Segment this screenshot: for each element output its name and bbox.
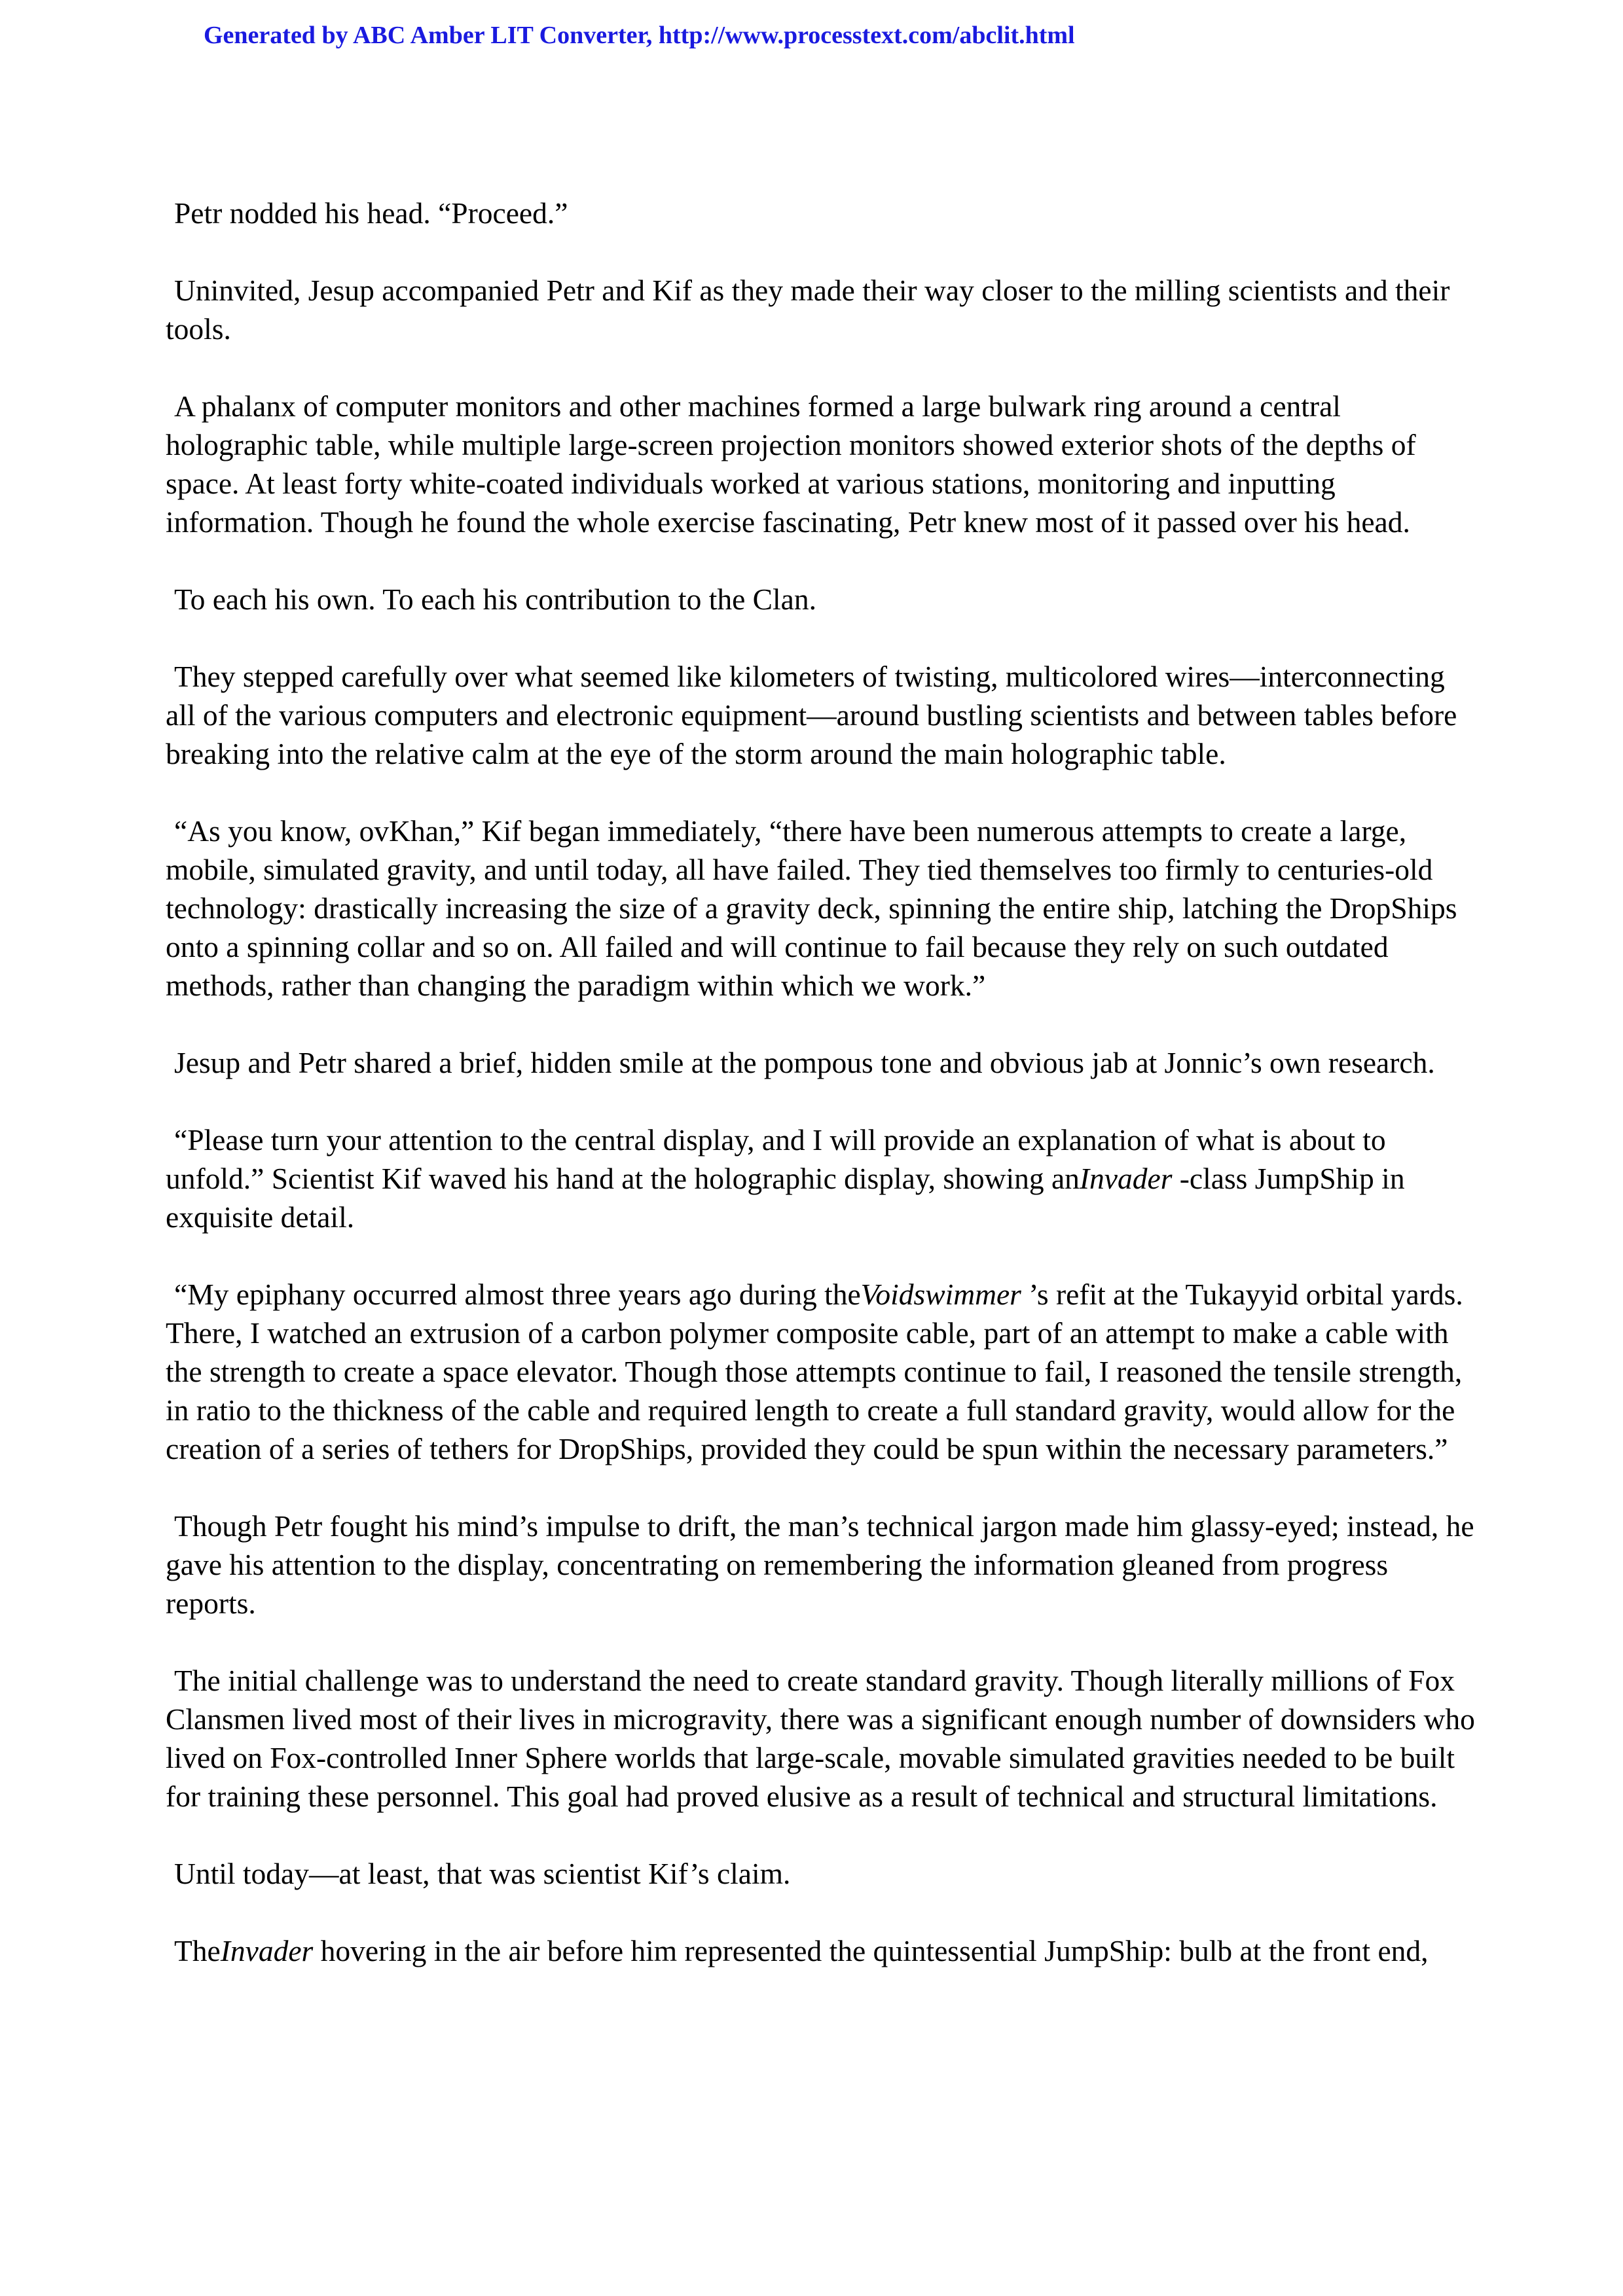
paragraph-text: hovering in the air before him represented the quintessential JumpShip: bulb at the front end, — [313, 1934, 1429, 1967]
converter-header-link[interactable]: Generated by ABC Amber LIT Converter, http://www.processtext.com/abclit.html — [204, 22, 1075, 49]
paragraph: Petr nodded his head. “Proceed.” — [174, 196, 568, 230]
paragraph: The initial challenge was to understand the need to create standard gravity. Though literally millions of Fox Clansmen lived most of their lives in microgravity, there was a significant enough number of downsiders who lived on Fox-controlled Inner Sphere worlds that large-scale, movable simulated gravities needed to be built for training these personnel. This goal had proved elusive as a result of technical and structural limitations. — [166, 1664, 1475, 1813]
paragraph — [166, 1121, 1475, 1236]
paragraph: They stepped carefully over what seemed like kilometers of twisting, multicolored wires—interconnecting all of the various computers and electronic equipment—around bustling scientists and between tables before breaking into the relative calm at the eye of the storm around the main holographic table. — [166, 660, 1457, 770]
paragraph-text: “Please turn your attention to the central display, and I will provide an explanation of what is about to unfold.” Scientist Kif waved his hand at the holographic display, showing an — [166, 1123, 1386, 1195]
ship-name-italic: Invader — [1079, 1162, 1173, 1195]
paragraph: A phalanx of computer monitors and other machines formed a large bulwark ring around a central holographic table, while multiple large-screen projection monitors showed exterior shots of the depths of space. At least forty white-coated individuals worked at various stations, monitoring and inputting information. Though he found the whole exercise fascinating, Petr knew most of it passed over his head. — [166, 389, 1416, 539]
paragraph-text: The — [174, 1934, 221, 1967]
ship-name-italic: Invader — [220, 1934, 314, 1967]
paragraph: Until today—at least, that was scientist Kif’s claim. — [174, 1857, 791, 1890]
paragraph — [166, 1275, 1475, 1468]
paragraph: To each his own. To each his contribution to the Clan. — [174, 583, 816, 616]
paragraph-text: -class JumpShip in exquisite detail. — [166, 1162, 1405, 1234]
paragraph-text: ’s refit at the Tukayyid orbital yards. There, I watched an extrusion of a carbon polymer composite cable, part of an attempt to make a cable with the strength to create a space elevator. Though those attempts continue to fail, I reasoned the tensile strength, in ratio to the thickness of the cable and required length to create a full standard gravity, would allow for the creation of a series of tethers for DropShips, provided they could be spun within the necessary parameters.” — [166, 1278, 1463, 1465]
paragraph: Jesup and Petr shared a brief, hidden smile at the pompous tone and obvious jab at Jonnic’s own research. — [174, 1046, 1435, 1079]
paragraph — [166, 1931, 1475, 1970]
paragraph: Uninvited, Jesup accompanied Petr and Kif as they made their way closer to the milling scientists and their tools. — [166, 274, 1450, 346]
ship-name-italic: Voidswimmer — [860, 1278, 1021, 1311]
paragraph-text: “My epiphany occurred almost three years ago during the — [174, 1278, 861, 1311]
document-body — [166, 194, 1475, 2009]
paragraph: “As you know, ovKhan,” Kif began immediately, “there have been numerous attempts to create a large, mobile, simulated gravity, and until today, all have failed. They tied themselves too firmly to centuries-old technology: drastically increasing the size of a gravity deck, spinning the entire ship, latching the DropShips onto a spinning collar and so on. All failed and will continue to fail because they rely on such outdated methods, rather than changing the paradigm within which we work.” — [166, 814, 1457, 1002]
paragraph: Though Petr fought his mind’s impulse to drift, the man’s technical jargon made him glassy-eyed; instead, he gave his attention to the display, concentrating on remembering the information gleaned from progress reports. — [166, 1509, 1474, 1620]
